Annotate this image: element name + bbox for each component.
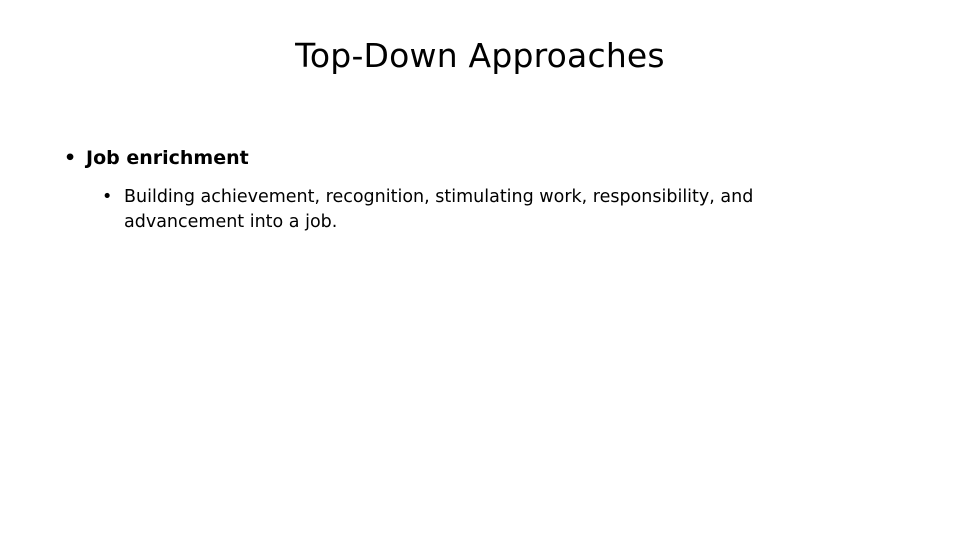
bullet-marker-icon: • [64,147,77,169]
bullet-marker-icon: • [102,186,113,207]
list-item [64,146,864,172]
list-item-label: Building achievement, recognition, stimulating work, responsibility, and advancement into a job. [124,186,754,233]
page-title: Top-Down Approaches [295,36,665,75]
list-item-label: Job enrichment [86,147,249,169]
slide-body [64,146,864,235]
list-item [102,185,864,236]
